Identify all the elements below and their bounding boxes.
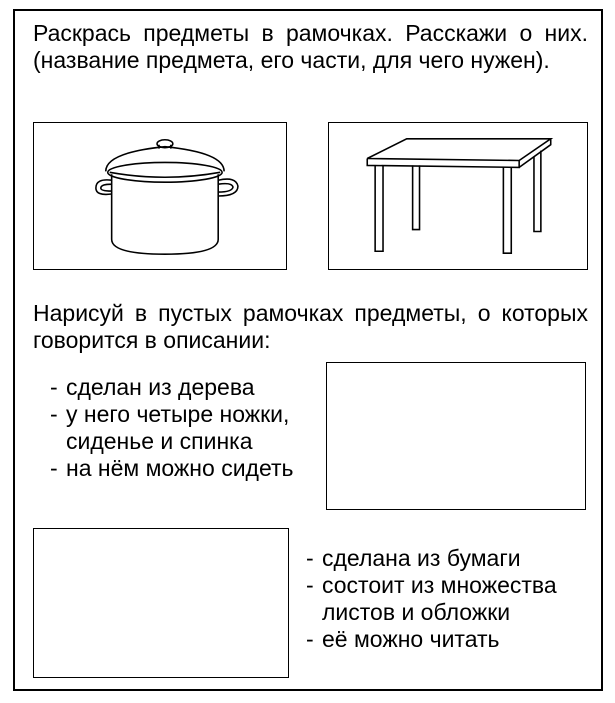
chair-description — [50, 374, 330, 482]
list-item: - состоит из множества листов и обложки — [306, 572, 557, 625]
pot-icon — [34, 123, 286, 269]
book-drawing-frame[interactable] — [33, 528, 289, 678]
book-description — [306, 545, 596, 653]
table-frame — [328, 122, 588, 270]
list-item: - на нём можно сидеть — [50, 455, 294, 481]
chair-drawing-frame[interactable] — [326, 362, 586, 510]
pot-frame — [33, 122, 287, 270]
table-icon — [329, 123, 587, 269]
list-item: - сделан из дерева — [50, 374, 255, 400]
list-item: - её можно читать — [306, 626, 500, 652]
task2-instruction: Нарисуй в пустых рамочках предметы, о которых говорится в описании: — [33, 300, 588, 353]
list-item: - у него четыре ножки, сиденье и спинка — [50, 401, 290, 454]
list-item: - сделана из бумаги — [306, 545, 521, 571]
task1-instruction: Раскрась предметы в рамочках. Расскажи о них. (название предмета, его части, для чего нужен). — [33, 20, 588, 73]
